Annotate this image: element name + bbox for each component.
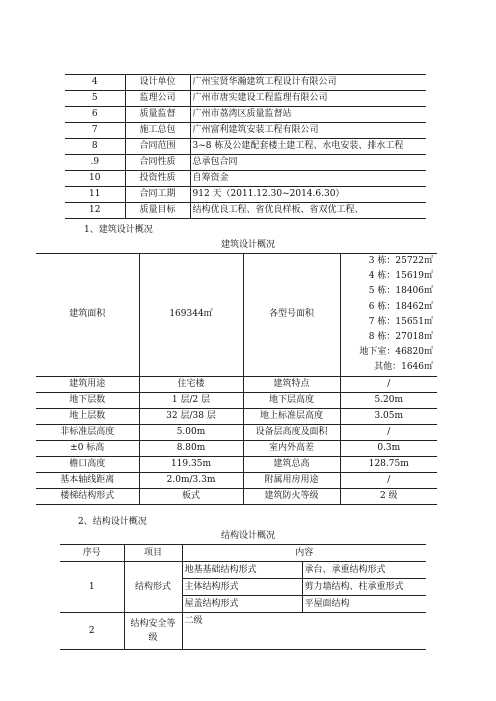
field-value: 1 层/2 层 <box>139 392 243 408</box>
field-value: 2.0m/3.3m <box>139 472 243 488</box>
info-label: 施工总包 <box>125 123 190 139</box>
info-no: 4 <box>65 75 125 91</box>
table-row <box>60 562 426 579</box>
info-value: 广州市荔湾区质量监督站 <box>190 107 426 123</box>
section2-caption: 结构设计概况 <box>220 531 275 541</box>
field-value: / <box>340 424 437 440</box>
area-item: 6 栋：18462㎡ <box>368 301 433 312</box>
field-value: 板式 <box>139 488 243 504</box>
field-value: 2 级 <box>340 488 437 504</box>
field-value: 32 层/38 层 <box>139 408 243 424</box>
area-total: 169344㎡ <box>139 254 243 377</box>
info-label: 设计单位 <box>125 75 190 91</box>
info-row <box>65 123 426 139</box>
architecture-overview-table <box>36 253 437 505</box>
col-no-header: 序号 <box>60 545 124 562</box>
info-row <box>65 187 426 203</box>
field-label: 建筑防火等级 <box>243 488 340 504</box>
field-value: 128.75m <box>340 456 437 472</box>
info-label: 投资性质 <box>125 171 190 187</box>
info-label: 合同工期 <box>125 187 190 203</box>
info-label: 监理公司 <box>125 91 190 107</box>
field-value: 3.05m <box>340 408 437 424</box>
field-label: 附属用房用途 <box>243 472 340 488</box>
row2-no: 2 <box>60 613 124 650</box>
field-label: 地上层数 <box>36 408 139 424</box>
field-value: / <box>340 472 437 488</box>
col-content-header: 内容 <box>182 545 426 562</box>
info-label: 合同性质 <box>125 155 190 171</box>
field-label: 建筑用途 <box>36 376 139 392</box>
field-value: 119.35m <box>139 456 243 472</box>
info-label: 质量监督 <box>125 107 190 123</box>
info-no: 5 <box>65 91 125 107</box>
row2-item-line: 结构安全等 <box>130 619 176 629</box>
sub-label: 主体结构形式 <box>182 579 302 596</box>
project-info-table <box>65 74 426 219</box>
sub-label: 地基基础结构形式 <box>182 562 302 579</box>
info-value: 广州市唐实建设工程监理有限公司 <box>190 91 426 107</box>
area-item: 3 栋：25722㎡ <box>368 256 433 266</box>
field-label: 非标准层高度 <box>36 424 139 440</box>
row1-no: 1 <box>60 562 124 613</box>
sub-value: 平屋面结构 <box>302 596 426 613</box>
area-row <box>36 254 437 377</box>
info-no: 6 <box>65 107 125 123</box>
structure-overview-table <box>60 544 426 650</box>
info-value: 总承包合同 <box>190 155 426 171</box>
info-no: 7 <box>65 123 125 139</box>
field-value: 8.80m <box>139 440 243 456</box>
info-no: 8 <box>65 139 125 155</box>
area-item: 7 栋：15651㎡ <box>368 316 433 327</box>
table-row <box>36 376 437 392</box>
field-label: 建筑特点 <box>243 376 340 392</box>
info-no: 10 <box>65 171 125 187</box>
row1-item: 结构形式 <box>124 562 182 613</box>
info-no: 12 <box>65 203 125 219</box>
field-label: 基本轴线距离 <box>36 472 139 488</box>
table-row <box>36 424 437 440</box>
field-label: 楼梯结构形式 <box>36 488 139 504</box>
area-item: 5 栋：18406㎡ <box>368 286 433 297</box>
table-row <box>36 392 437 408</box>
info-value: 3~8 栋及公建配套楼土建工程、水电安装、排水工程 <box>190 139 426 155</box>
info-label: 质量目标 <box>125 203 190 219</box>
info-no: .9 <box>65 155 125 171</box>
info-value: 自筹资金 <box>190 171 426 187</box>
area-item: 4 栋：15619㎡ <box>368 271 433 282</box>
info-row <box>65 75 426 91</box>
row2-item <box>124 613 182 650</box>
field-value: 住宅楼 <box>139 376 243 392</box>
field-label: 地下层数 <box>36 392 139 408</box>
table-row <box>36 408 437 424</box>
info-row <box>65 139 426 155</box>
sub-value: 承台、承重结构形式 <box>302 562 426 579</box>
field-label: ±0 标高 <box>36 440 139 456</box>
col-item-header: 项目 <box>124 545 182 562</box>
section1-caption: 建筑设计概况 <box>220 240 275 250</box>
field-label: 设备层高度及面积 <box>243 424 340 440</box>
field-value: 5.00m <box>139 424 243 440</box>
area-item: 地下室：46820㎡ <box>359 347 433 358</box>
area-label: 建筑面积 <box>36 254 139 377</box>
info-row <box>65 171 426 187</box>
area-item: 8 栋：27018㎡ <box>368 332 433 343</box>
field-value: / <box>340 376 437 392</box>
field-label: 檐口高度 <box>36 456 139 472</box>
info-value: 结构优良工程、省优良样板、省双优工程、 <box>190 203 426 219</box>
area-item: 其他：1646㎡ <box>374 362 433 373</box>
field-label: 室内外高差 <box>243 440 340 456</box>
sub-label: 屋盖结构形式 <box>182 596 302 613</box>
section2-heading: 2、结构设计概况 <box>78 517 147 527</box>
area-items <box>340 254 437 377</box>
row2-value: 二级 <box>182 613 426 650</box>
field-value: 5.20m <box>340 392 437 408</box>
area-type-label: 各型号面积 <box>243 254 340 377</box>
field-label: 建筑总高 <box>243 456 340 472</box>
info-row <box>65 91 426 107</box>
header-row <box>60 545 426 562</box>
table-row <box>36 440 437 456</box>
table-row <box>36 488 437 504</box>
sub-value: 剪力墙结构、柱承重形式 <box>302 579 426 596</box>
info-row <box>65 203 426 219</box>
info-value: 广州宝贤华瀚建筑工程设计有限公司 <box>190 75 426 91</box>
row2-item-line: 级 <box>148 633 158 643</box>
section1-heading: 1、建筑设计概况 <box>84 225 153 235</box>
info-label: 合同范围 <box>125 139 190 155</box>
field-value: 0.3m <box>340 440 437 456</box>
table-row <box>36 456 437 472</box>
info-no: 11 <box>65 187 125 203</box>
table-row <box>36 472 437 488</box>
info-row <box>65 107 426 123</box>
info-row <box>65 155 426 171</box>
field-label: 地下层高度 <box>243 392 340 408</box>
info-value: 广州富利建筑安装工程有限公司 <box>190 123 426 139</box>
field-label: 地上标准层高度 <box>243 408 340 424</box>
info-value: 912 天（2011.12.30~2014.6.30） <box>190 187 426 203</box>
table-row <box>60 613 426 650</box>
